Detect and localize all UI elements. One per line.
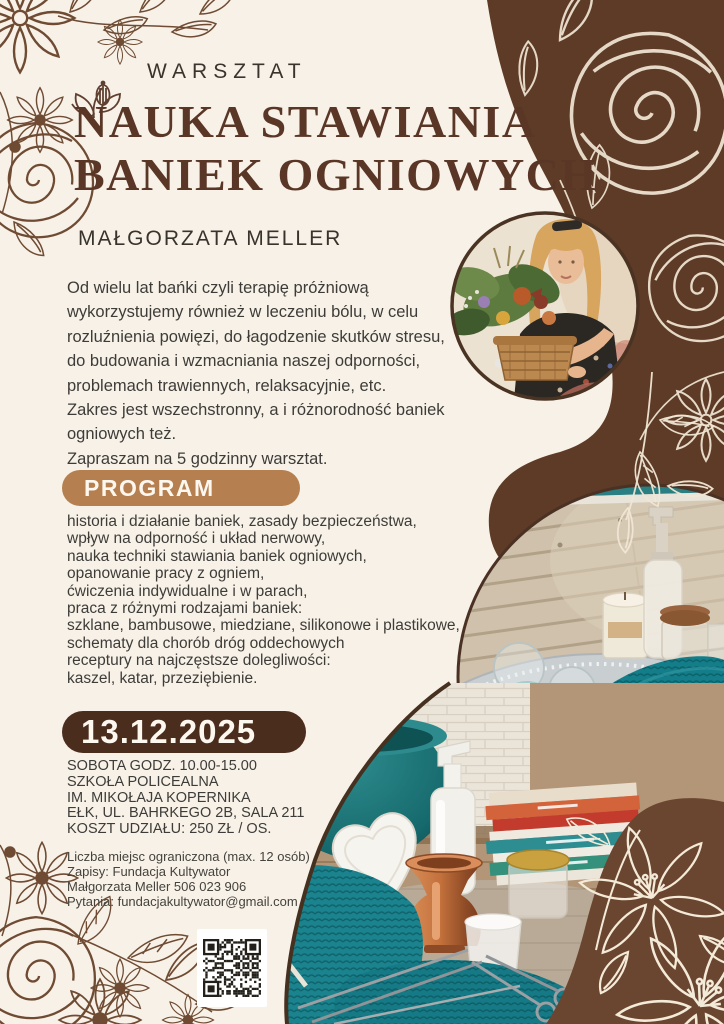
program-item: praca z różnymi rodzajami baniek: [67, 600, 303, 618]
event-detail-line: IM. MIKOŁAJA KOPERNIKA [67, 789, 251, 806]
workshop-eyebrow: WARSZTAT [147, 60, 307, 83]
event-detail-line: SZKOŁA POLICEALNA [67, 773, 219, 790]
title-line-2: BANIEK OGNIOWYCH [74, 149, 598, 200]
program-item: kaszel, katar, przeziębienie. [67, 669, 258, 687]
contact-line: Pytania: fundacjakultywator@gmail.com [67, 894, 298, 909]
intro-line: Zakres jest wszechstronny, a i różnorodność baniek [67, 401, 445, 420]
program-badge-label: PROGRAM [84, 475, 215, 501]
contact-line: Małgorzata Meller 506 023 906 [67, 879, 247, 894]
program-item: historia i działanie baniek, zasady bezpieczeństwa, [67, 513, 417, 530]
intro-paragraph [67, 276, 445, 471]
program-item: wpływ na odporność i układ nerwowy, [67, 530, 326, 548]
intro-line: problemach trawiennych, relaksacyjnie, etc. [67, 376, 387, 395]
intro-line: ogniowych też. [67, 425, 177, 444]
date-badge [62, 711, 306, 753]
qr-code [197, 929, 267, 1007]
contact-line: Zapisy: Fundacja Kultywator [67, 864, 231, 879]
intro-line: do budowania i wzmacniania naszej odporności, [67, 352, 421, 371]
qr-code-icon [203, 939, 261, 997]
program-item: szklane, bambusowe, miedziane, silikonowe i plastikowe, [67, 617, 460, 635]
program-badge [62, 470, 300, 506]
event-detail-line: SOBOTA GODZ. 10.00-15.00 [67, 758, 257, 774]
program-item: schematy dla chorób dróg oddechowych [67, 634, 345, 652]
event-detail-line: KOSZT UDZIAŁU: 250 ZŁ / OS. [67, 821, 272, 838]
title-line-1: NAUKA STAWIANIA [74, 96, 537, 147]
intro-line: Zapraszam na 5 godzinny warsztat. [67, 449, 328, 468]
contact-info [67, 849, 310, 909]
event-detail-line: EŁK, UL. BAHRKEGO 2B, SALA 211 [67, 805, 305, 822]
program-item: ćwiczenia indywidualne i w parach, [67, 582, 308, 600]
presenter-name: MAŁGORZATA MELLER [78, 227, 343, 250]
page-title [74, 95, 598, 201]
event-date: 13.12.2025 [81, 713, 257, 750]
intro-line: Od wielu lat bańki czyli terapię próżniową [67, 279, 369, 297]
intro-line: wykorzystujemy również w leczeniu bólu, w celu [67, 303, 419, 322]
event-details [67, 759, 305, 838]
program-item: opanowanie pracy z ogniem, [67, 565, 265, 583]
program-item: nauka techniki stawiania baniek ogniowych, [67, 547, 367, 565]
contact-line: Liczba miejsc ograniczona (max. 12 osób) [67, 849, 310, 864]
intro-line: rozluźnienia powięzi, do łagodzenie skutków stresu, [67, 327, 445, 346]
program-list [67, 513, 460, 687]
program-item: receptury na najczęstsze dolegliwości: [67, 652, 331, 670]
